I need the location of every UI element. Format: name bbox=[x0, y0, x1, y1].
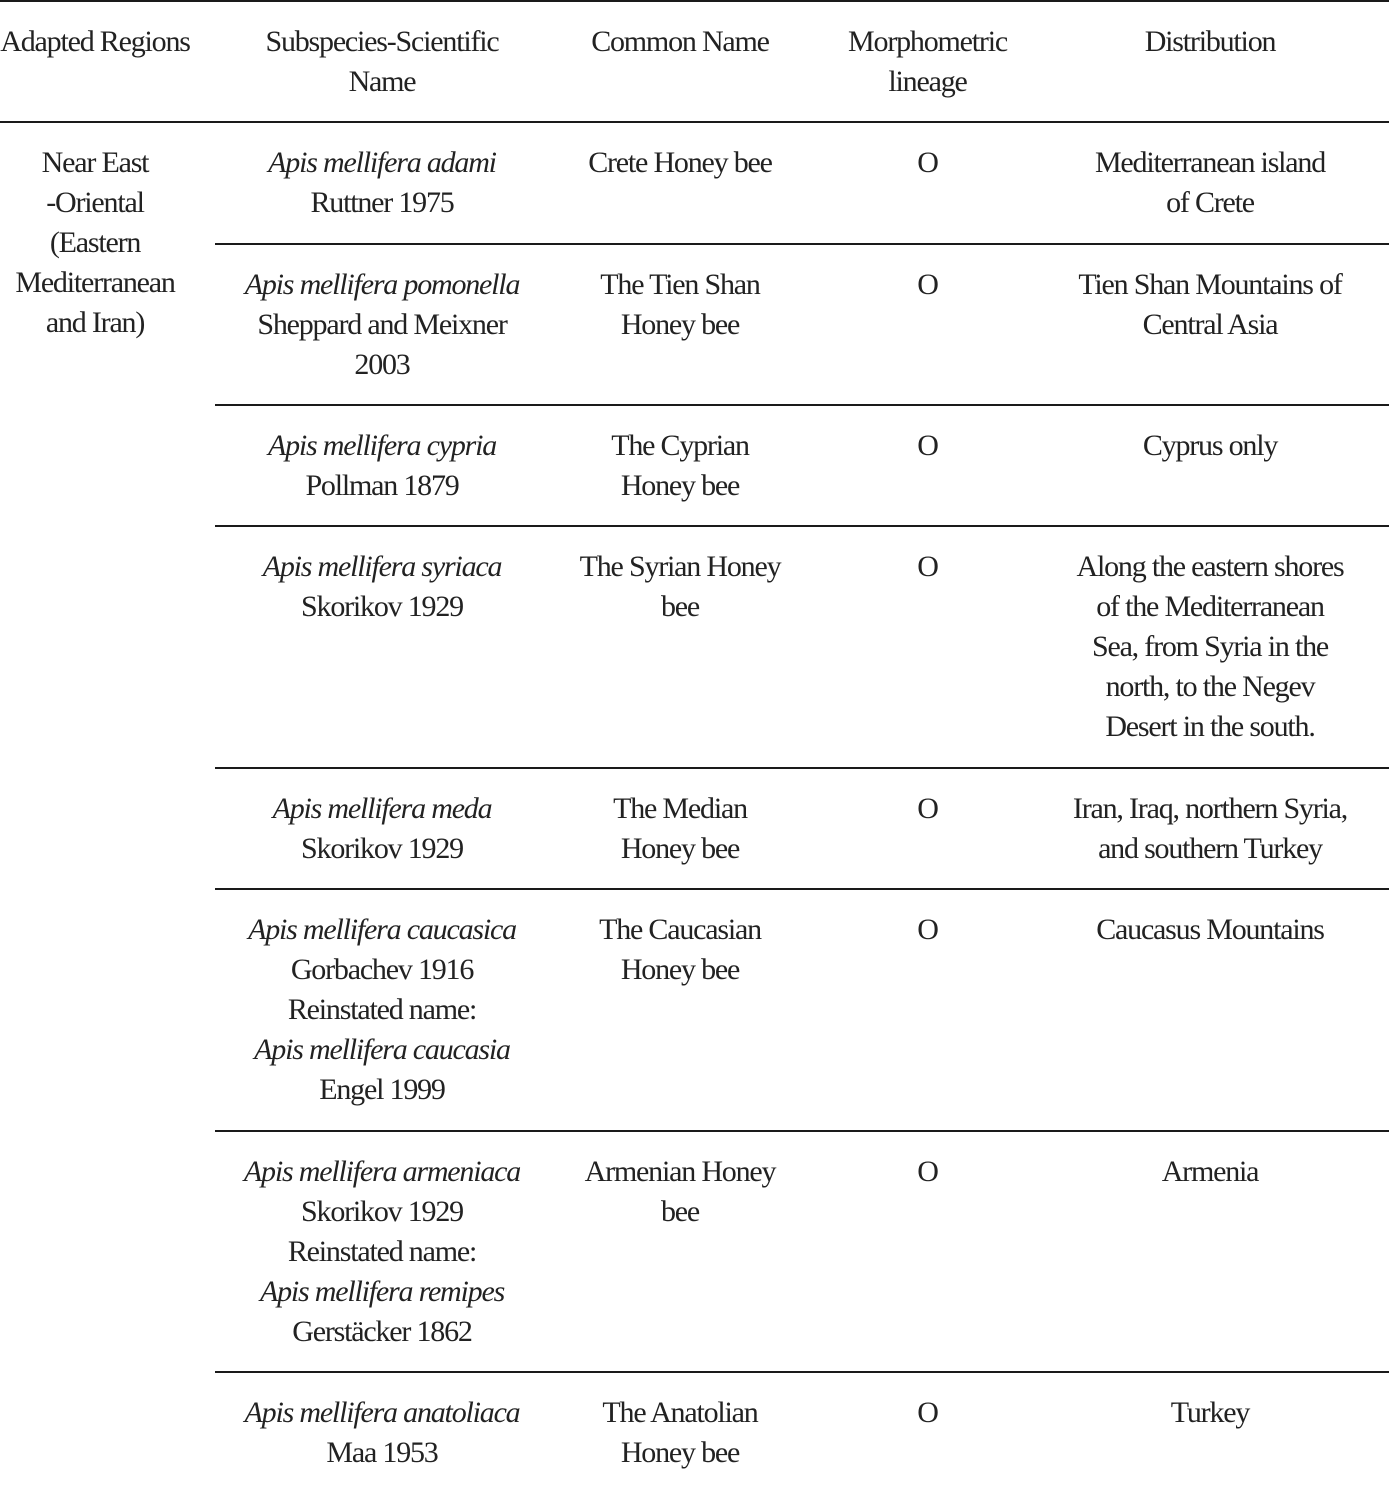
cell-distribution bbox=[1045, 1393, 1375, 1433]
distribution-line: Mediterranean island bbox=[1094, 146, 1326, 179]
scientific-name-line: Skorikov 1929 bbox=[301, 590, 463, 623]
cell-morphometric-lineage: O bbox=[917, 146, 938, 179]
common-name-line: Crete Honey bee bbox=[588, 146, 772, 179]
cell-morphometric-lineage: O bbox=[917, 792, 938, 825]
cell-common-name bbox=[560, 1393, 800, 1473]
distribution-line: of the Mediterranean bbox=[1096, 590, 1324, 623]
cell-distribution bbox=[1045, 143, 1375, 223]
cell-scientific-name bbox=[222, 265, 542, 385]
header-distribution bbox=[1045, 22, 1375, 62]
header-text-line: Distribution bbox=[1144, 25, 1276, 58]
cell-morphometric-lineage: O bbox=[917, 1396, 938, 1429]
scientific-name-line: Apis mellifera cypria bbox=[267, 429, 497, 462]
common-name-line: The Cyprian bbox=[611, 429, 749, 462]
cell-morphometric-lineage: O bbox=[917, 429, 938, 462]
distribution-line: Desert in the south. bbox=[1105, 710, 1315, 743]
cell-scientific-name bbox=[222, 547, 542, 627]
header-scientific-name bbox=[222, 22, 542, 102]
scientific-name-line: Apis mellifera meda bbox=[272, 792, 492, 825]
row-divider bbox=[215, 1130, 1389, 1132]
cell-scientific-name bbox=[222, 426, 542, 506]
adapted-region-cell bbox=[0, 143, 190, 343]
common-name-line: Armenian Honey bbox=[584, 1155, 776, 1188]
cell-common-name bbox=[560, 910, 800, 990]
row-divider bbox=[215, 1371, 1389, 1373]
distribution-line: Caucasus Mountains bbox=[1096, 913, 1324, 946]
row-divider bbox=[215, 525, 1389, 527]
header-morphometric-lineage bbox=[820, 22, 1035, 102]
header-text-line: Common Name bbox=[591, 25, 769, 58]
common-name-line: Honey bee bbox=[620, 1436, 740, 1469]
distribution-line: Cyprus only bbox=[1142, 429, 1278, 462]
row-divider bbox=[215, 888, 1389, 890]
cell-distribution bbox=[1045, 910, 1375, 950]
cell-common-name bbox=[560, 547, 800, 627]
scientific-name-line: Sheppard and Meixner bbox=[257, 308, 507, 341]
distribution-line: Sea, from Syria in the bbox=[1091, 630, 1329, 663]
cell-distribution bbox=[1045, 789, 1375, 869]
region-text-line: Near East bbox=[41, 146, 149, 179]
cell-morphometric-lineage: O bbox=[917, 913, 938, 946]
cell-morphometric-lineage: O bbox=[917, 268, 938, 301]
scientific-name-line: Maa 1953 bbox=[326, 1436, 438, 1469]
common-name-line: The Anatolian bbox=[602, 1396, 758, 1429]
scientific-name-line: Reinstated name: bbox=[287, 993, 477, 1026]
cell-scientific-name bbox=[222, 789, 542, 869]
row-divider bbox=[215, 767, 1389, 769]
common-name-line: The Tien Shan bbox=[600, 268, 760, 301]
header-text-line: Name bbox=[348, 65, 416, 98]
cell-morphometric-lineage: O bbox=[917, 1155, 938, 1188]
scientific-name-line: Apis mellifera pomonella bbox=[244, 268, 520, 301]
common-name-line: Honey bee bbox=[620, 953, 740, 986]
header-text-line: Morphometric bbox=[848, 25, 1007, 58]
header-adapted-regions bbox=[0, 22, 200, 62]
cell-common-name bbox=[560, 265, 800, 345]
distribution-line: Armenia bbox=[1161, 1155, 1259, 1188]
region-text-line: -Oriental bbox=[46, 186, 144, 219]
scientific-name-line: Apis mellifera adami bbox=[268, 146, 496, 179]
scientific-name-line: Gorbachev 1916 bbox=[290, 953, 474, 986]
common-name-line: Honey bee bbox=[620, 308, 740, 341]
distribution-line: Along the eastern shores bbox=[1076, 550, 1344, 583]
distribution-line: Central Asia bbox=[1142, 308, 1278, 341]
scientific-name-line: Reinstated name: bbox=[287, 1235, 477, 1268]
common-name-line: Honey bee bbox=[620, 832, 740, 865]
scientific-name-line: 2003 bbox=[354, 348, 410, 381]
cell-distribution bbox=[1045, 1152, 1375, 1192]
cell-distribution bbox=[1045, 547, 1375, 747]
scientific-name-line: Pollman 1879 bbox=[305, 469, 459, 502]
distribution-line: and southern Turkey bbox=[1098, 832, 1322, 865]
row-divider bbox=[215, 243, 1389, 245]
distribution-line: of Crete bbox=[1166, 186, 1254, 219]
distribution-line: north, to the Negev bbox=[1105, 670, 1315, 703]
cell-common-name bbox=[560, 1152, 800, 1232]
scientific-name-line: Apis mellifera caucasia bbox=[254, 1033, 510, 1066]
scientific-name-line: Apis mellifera caucasica bbox=[248, 913, 516, 946]
scientific-name-line: Apis mellifera syriaca bbox=[262, 550, 502, 583]
header-text-line: Adapted Regions bbox=[0, 25, 190, 58]
scientific-name-line: Engel 1999 bbox=[319, 1073, 445, 1106]
header-rule bbox=[0, 121, 1389, 123]
region-text-line: (Eastern bbox=[49, 226, 141, 259]
region-text-line: Mediterranean bbox=[15, 266, 175, 299]
cell-scientific-name bbox=[222, 143, 542, 223]
scientific-name-line: Ruttner 1975 bbox=[310, 186, 454, 219]
distribution-line: Iran, Iraq, northern Syria, bbox=[1072, 792, 1348, 825]
header-text-line: lineage bbox=[888, 65, 967, 98]
scientific-name-line: Apis mellifera anatoliaca bbox=[244, 1396, 520, 1429]
region-text-line: and Iran) bbox=[45, 306, 145, 339]
cell-scientific-name bbox=[222, 1152, 542, 1352]
common-name-line: The Syrian Honey bbox=[579, 550, 781, 583]
common-name-line: The Median bbox=[613, 792, 747, 825]
cell-scientific-name bbox=[222, 1393, 542, 1473]
cell-morphometric-lineage: O bbox=[917, 550, 938, 583]
header-common-name bbox=[560, 22, 800, 62]
cell-distribution bbox=[1045, 426, 1375, 466]
scientific-name-line: Gerstäcker 1862 bbox=[292, 1315, 472, 1348]
table-top-rule bbox=[0, 0, 1389, 2]
cell-common-name bbox=[560, 143, 800, 183]
cell-common-name bbox=[560, 426, 800, 506]
scientific-name-line: Apis mellifera armeniaca bbox=[243, 1155, 521, 1188]
header-text-line: Subspecies-Scientific bbox=[265, 25, 499, 58]
cell-scientific-name bbox=[222, 910, 542, 1110]
distribution-line: Turkey bbox=[1170, 1396, 1250, 1429]
common-name-line: Honey bee bbox=[620, 469, 740, 502]
scientific-name-line: Skorikov 1929 bbox=[301, 832, 463, 865]
scientific-name-line: Skorikov 1929 bbox=[301, 1195, 463, 1228]
common-name-line: The Caucasian bbox=[599, 913, 761, 946]
cell-distribution bbox=[1045, 265, 1375, 345]
distribution-line: Tien Shan Mountains of bbox=[1078, 268, 1342, 301]
scientific-name-line: Apis mellifera remipes bbox=[259, 1275, 505, 1308]
cell-common-name bbox=[560, 789, 800, 869]
row-divider bbox=[215, 404, 1389, 406]
common-name-line: bee bbox=[660, 1195, 700, 1228]
common-name-line: bee bbox=[660, 590, 700, 623]
